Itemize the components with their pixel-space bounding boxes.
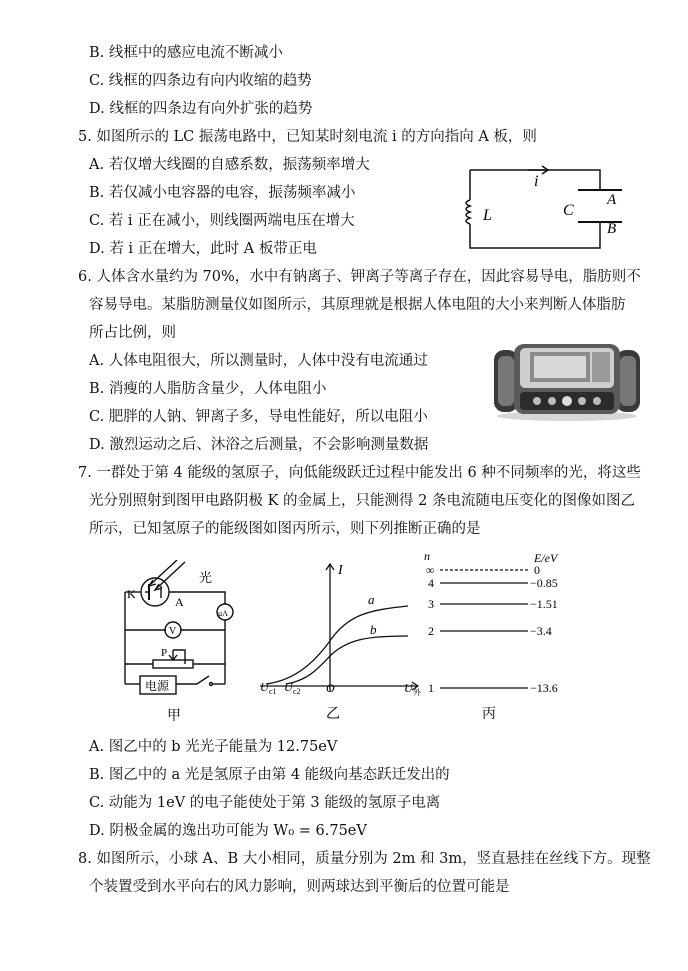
curve-a xyxy=(266,606,408,684)
level-e-inf: 0 xyxy=(534,563,540,577)
level-e-1: −13.6 xyxy=(530,681,558,695)
curve-b xyxy=(286,636,408,684)
cathode-k-label: K xyxy=(127,587,136,601)
level-n-3: 3 xyxy=(428,597,434,611)
q5-option-c: C. 若 i 正在减小，则线圈两端电压在增大 xyxy=(89,213,355,229)
voltage-axis-label: U xyxy=(404,681,413,695)
q7-option-b: B. 图乙中的 a 光是氢原子由第 4 能级向基态跃迁发出的 xyxy=(89,767,450,783)
q7-option-a: A. 图乙中的 b 光光子能量为 12.75eV xyxy=(89,739,338,755)
q5-option-b: B. 若仅减小电容器的电容，振荡频率减小 xyxy=(89,185,356,201)
level-n-4: 4 xyxy=(428,576,434,590)
question-6-stem-3: 所占比例，则 xyxy=(89,325,176,341)
option-c: C. 线框的四条边有向内收缩的趋势 xyxy=(89,73,312,89)
q7-option-d: D. 阴极金属的逸出功可能为 W₀ = 6.75eV xyxy=(89,823,367,839)
fat-meter-photo xyxy=(492,340,642,422)
curve-a-label: a xyxy=(368,592,375,607)
q6-option-c: C. 肥胖的人钠、钾离子多，导电性能好，所以电阻小 xyxy=(89,409,428,425)
figure-yi-caption: 乙 xyxy=(326,707,340,722)
q6-option-d: D. 激烈运动之后、沐浴之后测量，不会影响测量数据 xyxy=(89,437,429,453)
q5-option-d: D. 若 i 正在增大，此时 A 板带正电 xyxy=(89,241,317,257)
plate-a-label: A xyxy=(607,192,617,208)
figure-jia-circuit xyxy=(115,560,250,725)
level-e-3: −1.51 xyxy=(530,597,558,611)
voltage-axis-subscript: 外 xyxy=(413,688,421,697)
level-n-1: 1 xyxy=(428,681,434,695)
figure-jia-caption: 甲 xyxy=(167,709,181,724)
figure-yi-graph xyxy=(258,558,428,728)
question-8-stem-1: 8. 如图所示，小球 A、B 大小相同，质量分别为 2m 和 3m，竖直悬挂在丝线下方。现整 xyxy=(78,851,651,867)
figure-bing-energy-levels xyxy=(420,548,595,728)
q7-option-c: C. 动能为 1eV 的电子能使处于第 3 能级的氢原子电离 xyxy=(89,795,441,811)
level-e-2: −3.4 xyxy=(530,624,552,638)
question-5-stem: 5. 如图所示的 LC 振荡电路中，已知某时刻电流 i 的方向指向 A 板，则 xyxy=(78,129,537,145)
current-axis-label: I xyxy=(338,563,343,578)
q6-option-b: B. 消瘦的人脂肪含量少，人体电阻小 xyxy=(89,381,327,397)
question-6-stem-1: 6. 人体含水量约为 70%，水中有钠离子、钾离子等离子存在，因此容易导电，脂肪则不 xyxy=(78,269,641,285)
question-7-stem-2: 光分别照射到图甲电路阴极 K 的金属上，只能测得 2 条电流随电压变化的图像如图乙 xyxy=(89,493,635,509)
level-e-4: −0.85 xyxy=(530,576,558,590)
option-d: D. 线框的四条边有向外扩张的趋势 xyxy=(89,101,313,117)
option-b: B. 线框中的感应电流不断减小 xyxy=(89,45,283,61)
light-label: 光 xyxy=(199,570,213,585)
question-7-stem-3: 所示，已知氢原子的能级图如图丙所示，则下列推断正确的是 xyxy=(89,521,481,537)
uc2-label: U xyxy=(284,680,293,694)
curve-b-label: b xyxy=(370,622,377,637)
figure-bing-caption: 丙 xyxy=(482,707,496,722)
voltmeter-label: V xyxy=(169,626,177,637)
lc-circuit-figure xyxy=(450,160,630,255)
n-label: n xyxy=(424,549,430,563)
question-7-stem-1: 7. 一群处于第 4 能级的氢原子，向低能级跃迁过程中能发出 6 种不同频率的光，将这些 xyxy=(78,465,641,481)
origin-label: O xyxy=(326,681,335,695)
uc2-subscript: c2 xyxy=(293,687,301,696)
uc1-label: U xyxy=(260,680,269,694)
question-6-stem-2: 容易导电。某脂肪测量仪如图所示，其原理就是根据人体电阻的大小来判断人体脂肪 xyxy=(89,297,626,313)
capacitor-label: C xyxy=(563,202,574,219)
microammeter-label: μA xyxy=(218,609,229,618)
q6-option-a: A. 人体电阻很大，所以测量时，人体中没有电流通过 xyxy=(89,353,428,369)
energy-unit-label: E/eV xyxy=(534,551,558,565)
inductor-label: L xyxy=(483,207,492,224)
level-n-2: 2 xyxy=(428,624,434,638)
level-n-inf: ∞ xyxy=(426,563,435,577)
uc1-subscript: c1 xyxy=(269,687,277,696)
question-8-stem-2: 个装置受到水平向右的风力影响，则两球达到平衡后的位置可能是 xyxy=(89,879,510,895)
current-i-label: i xyxy=(534,173,539,190)
power-source-label: 电源 xyxy=(145,679,170,693)
q5-option-a: A. 若仅增大线圈的自感系数，振荡频率增大 xyxy=(89,157,370,173)
slider-p-label: P xyxy=(161,647,168,659)
anode-a-label: A xyxy=(175,595,184,609)
plate-b-label: B xyxy=(607,221,617,237)
